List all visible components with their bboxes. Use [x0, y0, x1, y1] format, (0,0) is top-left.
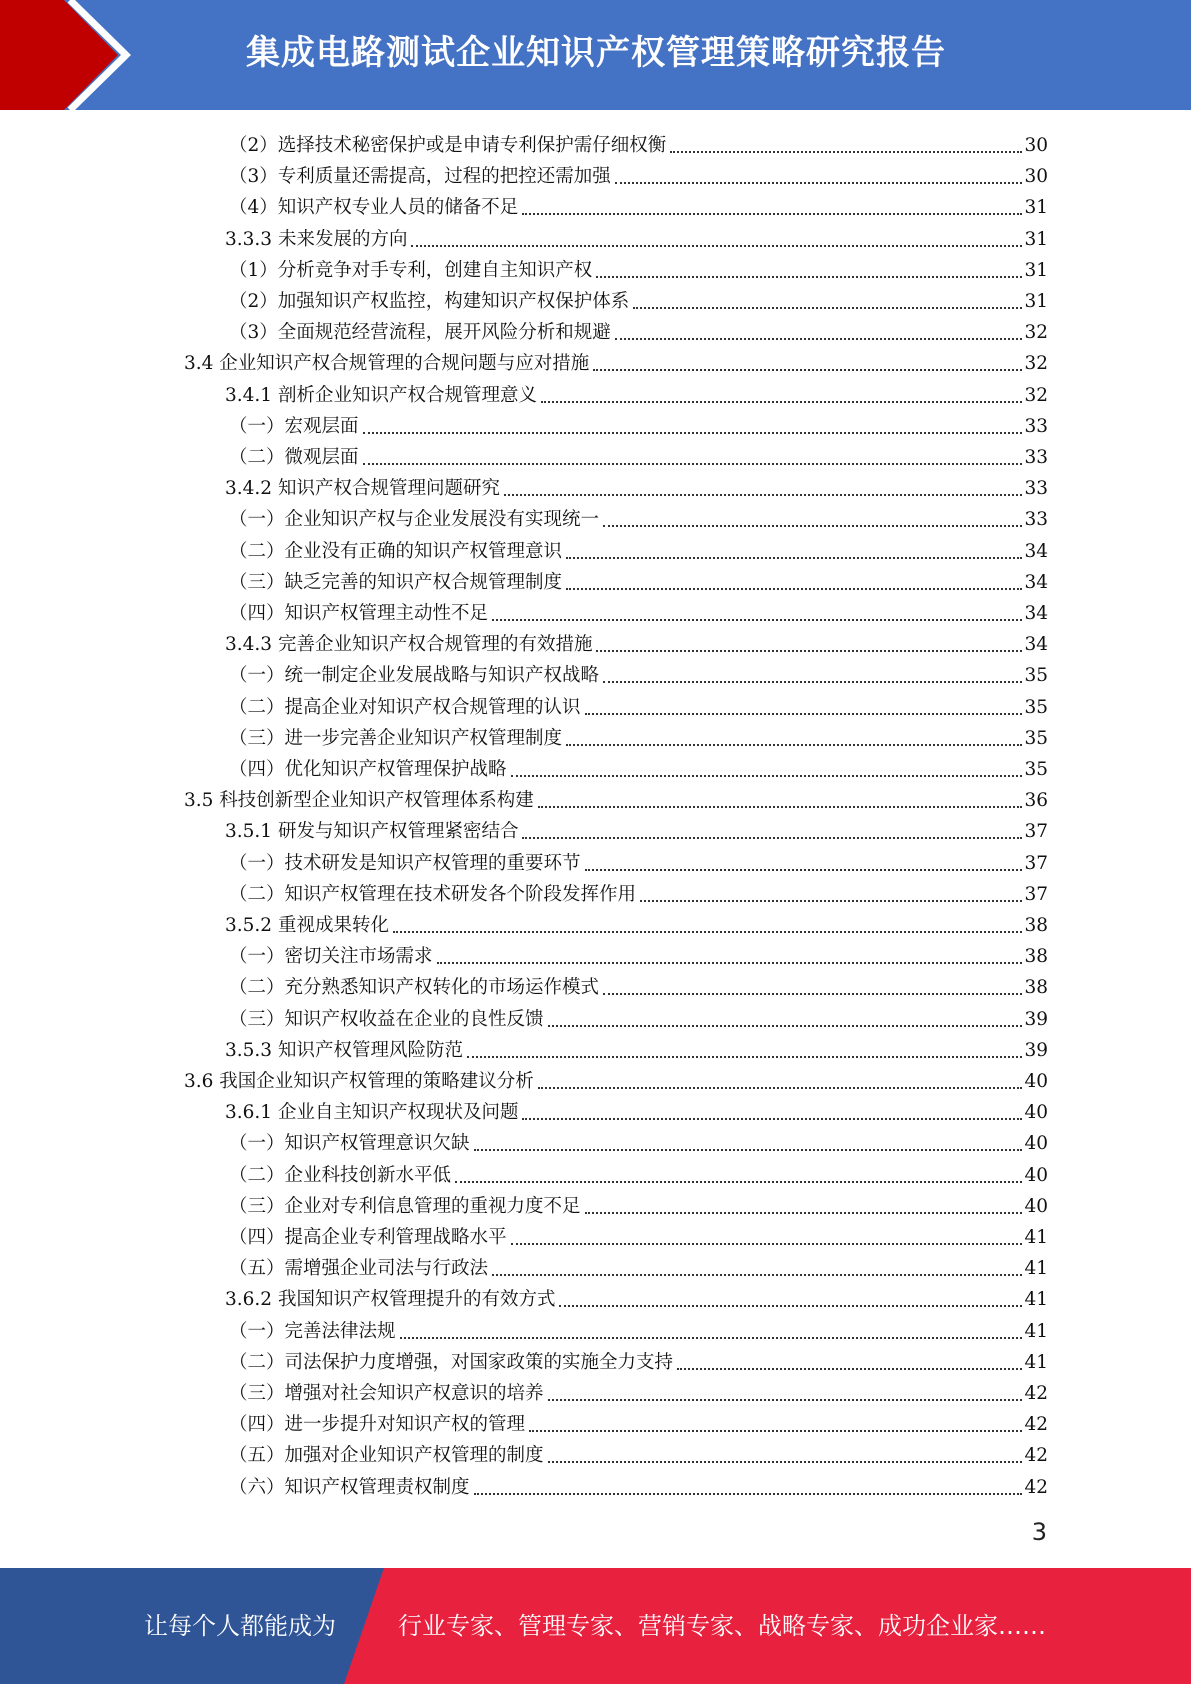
toc-entry[interactable] [229, 751, 1048, 782]
toc-dot-leader [511, 775, 1023, 777]
toc-dot-leader [640, 900, 1022, 902]
toc-entry[interactable] [184, 1063, 1048, 1094]
toc-entry[interactable] [229, 564, 1048, 595]
toc-entry[interactable] [225, 626, 1048, 657]
toc-entry-page: 35 [1024, 759, 1048, 780]
toc-entry-page: 37 [1024, 852, 1048, 874]
toc-entry[interactable] [229, 1125, 1048, 1156]
toc-entry-page: 31 [1024, 228, 1048, 250]
toc-entry-title: （四）进一步提升对知识产权的管理 [229, 1414, 526, 1436]
toc-entry-page: 31 [1024, 291, 1048, 312]
toc-entry[interactable] [229, 1375, 1048, 1406]
toc-entry[interactable] [229, 1437, 1048, 1468]
toc-entry[interactable] [225, 1094, 1048, 1125]
toc-entry[interactable] [229, 1188, 1048, 1219]
toc-entry-title: 3.5.1 研发与知识产权管理紧密结合 [225, 821, 519, 843]
toc-dot-leader [633, 307, 1022, 309]
toc-entry-title: （3）全面规范经营流程，展开风险分析和规避 [229, 322, 611, 344]
toc-dot-leader [559, 1305, 1022, 1307]
toc-entry[interactable] [229, 127, 1048, 158]
toc-entry[interactable] [229, 876, 1048, 907]
toc-entry[interactable] [229, 501, 1048, 532]
red-chevron-icon [0, 0, 160, 110]
toc-entry-title: 3.4 企业知识产权合规管理的合规问题与应对措施 [184, 353, 590, 375]
toc-entry-title: （二）司法保护力度增强，对国家政策的实施全力支持 [229, 1351, 674, 1373]
toc-entry[interactable] [229, 689, 1048, 720]
toc-dot-leader [677, 1368, 1022, 1370]
toc-entry[interactable] [229, 720, 1048, 751]
toc-entry-page: 41 [1024, 1320, 1048, 1342]
toc-entry-page: 38 [1024, 946, 1048, 968]
toc-dot-leader [393, 931, 1022, 933]
toc-dot-leader [596, 650, 1022, 652]
toc-dot-leader [474, 1149, 1023, 1151]
toc-entry-page: 36 [1024, 790, 1048, 812]
toc-dot-leader [585, 713, 1023, 715]
toc-entry[interactable] [184, 345, 1048, 376]
toc-entry-page: 41 [1024, 1258, 1048, 1280]
toc-entry-title: 3.6 我国企业知识产权管理的策略建议分析 [184, 1071, 534, 1092]
toc-entry-page: 33 [1024, 447, 1048, 468]
page-footer [0, 1568, 1191, 1684]
toc-entry-page: 38 [1024, 915, 1048, 936]
toc-dot-leader [585, 869, 1023, 871]
toc-entry[interactable] [225, 813, 1048, 844]
toc-entry[interactable] [184, 782, 1048, 813]
toc-entry-page: 40 [1024, 1195, 1048, 1217]
toc-entry-title: （二）微观层面 [229, 447, 359, 468]
toc-entry[interactable] [229, 595, 1048, 626]
toc-dot-leader [522, 213, 1022, 215]
toc-entry[interactable] [229, 657, 1048, 688]
toc-entry[interactable] [229, 408, 1048, 439]
toc-dot-leader [541, 401, 1022, 403]
toc-entry[interactable] [229, 283, 1048, 314]
toc-entry[interactable] [229, 1406, 1048, 1437]
toc-entry-title: （三）知识产权收益在企业的良性反馈 [229, 1008, 544, 1030]
toc-entry-page: 40 [1024, 1102, 1048, 1124]
toc-entry-page: 42 [1024, 1383, 1048, 1404]
toc-entry-title: （四）提高企业专利管理战略水平 [229, 1227, 507, 1248]
toc-entry-title: （二）企业没有正确的知识产权管理意识 [229, 540, 563, 562]
toc-entry[interactable] [229, 189, 1048, 220]
toc-dot-leader [548, 1025, 1023, 1027]
report-title: 集成电路测试企业知识产权管理策略研究报告 [246, 33, 946, 73]
toc-entry-page: 30 [1024, 135, 1048, 156]
toc-entry-page: 32 [1024, 322, 1048, 344]
toc-dot-leader [603, 525, 1022, 527]
toc-entry-page: 34 [1024, 540, 1048, 562]
toc-entry[interactable] [229, 1469, 1048, 1500]
toc-dot-leader [548, 1461, 1023, 1463]
toc-entry-page: 40 [1024, 1133, 1048, 1155]
toc-dot-leader [363, 432, 1023, 434]
toc-dot-leader [411, 245, 1022, 247]
toc-entry-title: （2）选择技术秘密保护或是申请专利保护需仔细权衡 [229, 135, 667, 156]
toc-entry[interactable] [229, 845, 1048, 876]
toc-entry-page: 32 [1024, 353, 1048, 375]
toc-entry-title: （一）完善法律法规 [229, 1320, 396, 1342]
toc-entry-title: （一）统一制定企业发展战略与知识产权战略 [229, 665, 600, 687]
toc-entry[interactable] [229, 439, 1048, 470]
toc-dot-leader [603, 681, 1022, 683]
toc-entry-title: （一）宏观层面 [229, 415, 359, 437]
toc-entry-page: 41 [1024, 1351, 1048, 1373]
toc-entry-title: （六）知识产权管理责权制度 [229, 1476, 470, 1498]
toc-dot-leader [455, 1181, 1022, 1183]
toc-entry[interactable] [225, 907, 1048, 938]
toc-entry-title: 3.5 科技创新型企业知识产权管理体系构建 [184, 790, 534, 812]
toc-dot-leader [522, 1118, 1022, 1120]
page-header [0, 0, 1191, 110]
toc-entry-page: 30 [1024, 166, 1048, 188]
toc-dot-leader [467, 1056, 1022, 1058]
toc-entry-page: 35 [1024, 727, 1048, 749]
toc-entry[interactable] [229, 1250, 1048, 1281]
toc-entry-title: （五）需增强企业司法与行政法 [229, 1258, 489, 1280]
toc-entry-title: （一）密切关注市场需求 [229, 946, 433, 968]
toc-entry-title: （二）企业科技创新水平低 [229, 1164, 452, 1186]
toc-entry-title: （2）加强知识产权监控，构建知识产权保护体系 [229, 291, 630, 312]
toc-entry[interactable] [229, 1219, 1048, 1250]
toc-entry-title: 3.4.1 剖析企业知识产权合规管理意义 [225, 384, 537, 406]
toc-dot-leader [603, 993, 1022, 995]
toc-entry-page: 33 [1024, 509, 1048, 531]
toc-entry-title: 3.5.3 知识产权管理风险防范 [225, 1039, 463, 1061]
toc-dot-leader [400, 1337, 1023, 1339]
toc-entry-title: 3.6.2 我国知识产权管理提升的有效方式 [225, 1289, 556, 1311]
toc-dot-leader [615, 182, 1023, 184]
toc-entry[interactable] [229, 1001, 1048, 1032]
toc-dot-leader [492, 619, 1022, 621]
toc-entry[interactable] [225, 1281, 1048, 1312]
toc-entry-page: 37 [1024, 821, 1048, 843]
toc-entry-title: （二）知识产权管理在技术研发各个阶段发挥作用 [229, 883, 637, 905]
toc-entry[interactable] [225, 221, 1048, 252]
toc-dot-leader [615, 338, 1023, 340]
toc-entry-title: 3.4.3 完善企业知识产权合规管理的有效措施 [225, 634, 593, 656]
toc-entry[interactable] [229, 314, 1048, 345]
toc-dot-leader [522, 837, 1022, 839]
toc-entry-title: （一）技术研发是知识产权管理的重要环节 [229, 852, 581, 874]
toc-entry[interactable] [225, 377, 1048, 408]
toc-entry-title: （四）知识产权管理主动性不足 [229, 603, 489, 624]
toc-entry-page: 38 [1024, 977, 1048, 999]
toc-entry-title: 3.3.3 未来发展的方向 [225, 228, 408, 250]
toc-entry-title: （四）优化知识产权管理保护战略 [229, 759, 507, 780]
toc-entry-page: 35 [1024, 696, 1048, 718]
toc-dot-leader [504, 494, 1022, 496]
toc-entry-page: 34 [1024, 634, 1048, 656]
toc-entry-page: 34 [1024, 603, 1048, 624]
toc-entry[interactable] [225, 470, 1048, 501]
toc-entry-page: 40 [1024, 1164, 1048, 1186]
toc-entry-title: 3.5.2 重视成果转化 [225, 915, 389, 936]
toc-entry-page: 41 [1024, 1289, 1048, 1311]
toc-entry-title: （一）知识产权管理意识欠缺 [229, 1133, 470, 1155]
toc-entry-page: 34 [1024, 571, 1048, 593]
toc-dot-leader [566, 744, 1022, 746]
toc-entry-page: 33 [1024, 415, 1048, 437]
toc-entry-title: （三）进一步完善企业知识产权管理制度 [229, 727, 563, 749]
toc-entry-page: 37 [1024, 883, 1048, 905]
toc-entry[interactable] [225, 1032, 1048, 1063]
toc-entry-page: 42 [1024, 1414, 1048, 1436]
toc-dot-leader [511, 1243, 1023, 1245]
toc-dot-leader [474, 1493, 1023, 1495]
toc-entry[interactable] [229, 938, 1048, 969]
toc-entry-title: （二）充分熟悉知识产权转化的市场运作模式 [229, 977, 600, 999]
toc-entry[interactable] [229, 1157, 1048, 1188]
footer-slogan-right: 行业专家、管理专家、营销专家、战略专家、成功企业家…… [398, 1612, 1046, 1640]
toc-entry-title: （1）分析竞争对手专利，创建自主知识产权 [229, 259, 593, 281]
toc-dot-leader [670, 151, 1022, 153]
footer-slogan-left: 让每个人都能成为 [144, 1612, 336, 1640]
toc-entry-page: 39 [1024, 1039, 1048, 1061]
toc-entry[interactable] [229, 533, 1048, 564]
toc-entry-page: 33 [1024, 478, 1048, 500]
toc-entry-title: （3）专利质量还需提高，过程的把控还需加强 [229, 166, 611, 188]
toc-entry-title: （4）知识产权专业人员的储备不足 [229, 197, 519, 219]
toc-entry-page: 41 [1024, 1227, 1048, 1248]
toc-entry-page: 42 [1024, 1445, 1048, 1467]
toc-dot-leader [585, 1212, 1023, 1214]
toc-dot-leader [593, 369, 1022, 371]
toc-entry[interactable] [229, 252, 1048, 283]
toc-dot-leader [363, 463, 1023, 465]
toc-entry-title: 3.4.2 知识产权合规管理问题研究 [225, 478, 500, 500]
toc-dot-leader [437, 962, 1023, 964]
toc-entry-title: （三）缺乏完善的知识产权合规管理制度 [229, 571, 563, 593]
toc-entry[interactable] [229, 158, 1048, 189]
toc-entry-title: （二）提高企业对知识产权合规管理的认识 [229, 696, 581, 718]
toc-entry-title: （三）企业对专利信息管理的重视力度不足 [229, 1195, 581, 1217]
toc-entry-page: 35 [1024, 665, 1048, 687]
toc-entry-page: 31 [1024, 259, 1048, 281]
page-number: 3 [1031, 1518, 1047, 1546]
toc-entry[interactable] [229, 1344, 1048, 1375]
toc-entry-title: （三）增强对社会知识产权意识的培养 [229, 1383, 544, 1404]
toc-entry[interactable] [229, 969, 1048, 1000]
toc-dot-leader [538, 1087, 1023, 1089]
toc-dot-leader [538, 806, 1023, 808]
toc-entry-page: 39 [1024, 1008, 1048, 1030]
toc-dot-leader [566, 588, 1022, 590]
toc-dot-leader [566, 557, 1022, 559]
toc-entry-page: 40 [1024, 1071, 1048, 1092]
toc-entry-title: 3.6.1 企业自主知识产权现状及问题 [225, 1102, 519, 1124]
toc-dot-leader [529, 1430, 1022, 1432]
toc-entry-title: （一）企业知识产权与企业发展没有实现统一 [229, 509, 600, 531]
toc-entry-title: （五）加强对企业知识产权管理的制度 [229, 1445, 544, 1467]
toc-dot-leader [492, 1274, 1022, 1276]
toc-dot-leader [548, 1399, 1023, 1401]
toc-entry[interactable] [229, 1313, 1048, 1344]
toc-dot-leader [596, 276, 1022, 278]
toc-entry-page: 32 [1024, 384, 1048, 406]
toc-entry-page: 42 [1024, 1476, 1048, 1498]
toc-entry-page: 31 [1024, 197, 1048, 219]
